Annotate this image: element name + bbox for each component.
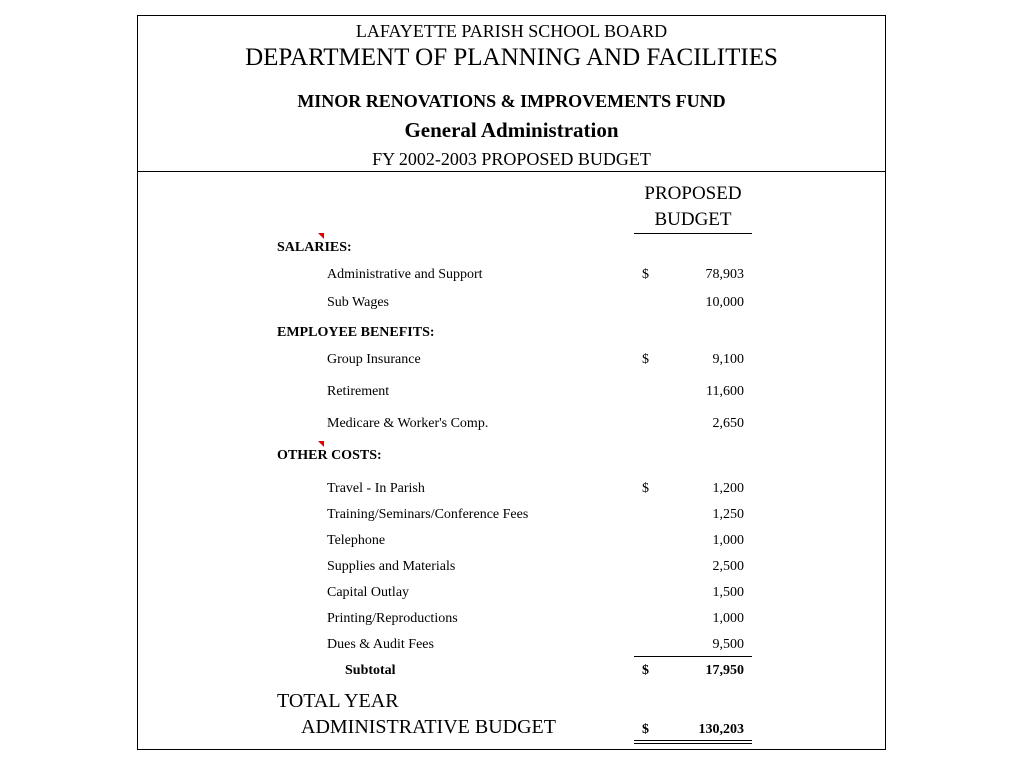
- total-amount: 130,203: [698, 722, 744, 737]
- line-item-label: Administrative and Support: [327, 267, 483, 282]
- line-item-amount: 1,000: [712, 533, 744, 548]
- dollar-sign: $: [642, 267, 649, 282]
- line-item-label: Supplies and Materials: [327, 559, 456, 574]
- line-item-label: Travel - In Parish: [327, 481, 425, 496]
- dollar-sign: $: [642, 663, 649, 678]
- line-item-amount: 9,500: [712, 637, 744, 652]
- line-item-amount: 1,000: [712, 611, 744, 626]
- subtotal-amount: 17,950: [705, 663, 744, 678]
- line-item-label: Group Insurance: [327, 352, 421, 367]
- line-item-amount: 2,500: [712, 559, 744, 574]
- line-item-label: Telephone: [327, 533, 386, 548]
- column-header-underline: [634, 233, 752, 234]
- section-title-benefits: EMPLOYEE BENEFITS:: [277, 325, 435, 340]
- subtotal-rule: [634, 656, 752, 657]
- line-item-amount: 1,250: [712, 507, 744, 522]
- budget-title: FY 2002-2003 PROPOSED BUDGET: [372, 149, 651, 169]
- comment-marker-icon[interactable]: [318, 233, 324, 239]
- line-item-label: Capital Outlay: [327, 585, 410, 600]
- column-header-line1: PROPOSED: [644, 183, 742, 204]
- fund-name: MINOR RENOVATIONS & IMPROVEMENTS FUND: [297, 91, 726, 111]
- line-item-amount: 11,600: [706, 384, 744, 399]
- comment-marker-icon[interactable]: [318, 441, 324, 447]
- line-item-label: Training/Seminars/Conference Fees: [327, 507, 529, 522]
- department-name: DEPARTMENT OF PLANNING AND FACILITIES: [245, 44, 778, 71]
- budget-sheet: [137, 15, 886, 750]
- line-item-label: Dues & Audit Fees: [327, 637, 434, 652]
- board-name: LAFAYETTE PARISH SCHOOL BOARD: [355, 21, 668, 41]
- division-name: General Administration: [404, 118, 619, 142]
- dollar-sign: $: [642, 722, 649, 737]
- dollar-sign: $: [642, 352, 649, 367]
- total-label-line1: TOTAL YEAR: [277, 690, 399, 712]
- section-title-salaries: SALARIES:: [277, 240, 352, 255]
- line-item-amount: 1,200: [712, 481, 744, 496]
- line-item-label: Sub Wages: [327, 295, 390, 310]
- dollar-sign: $: [642, 481, 649, 496]
- line-item-amount: 9,100: [712, 352, 744, 367]
- line-item-label: Retirement: [327, 384, 390, 399]
- line-item-amount: 78,903: [705, 267, 744, 282]
- line-item-amount: 2,650: [712, 416, 744, 431]
- header-divider: [138, 171, 885, 172]
- total-label-line2: ADMINISTRATIVE BUDGET: [301, 716, 556, 738]
- section-title-other-costs: OTHER COSTS:: [277, 448, 382, 463]
- line-item-label: Printing/Reproductions: [327, 611, 458, 626]
- column-header-line2: BUDGET: [654, 209, 732, 230]
- line-item-amount: 10,000: [705, 295, 744, 310]
- line-item-amount: 1,500: [712, 585, 744, 600]
- line-item-label: Medicare & Worker's Comp.: [327, 416, 489, 431]
- total-double-rule-top: [634, 740, 752, 741]
- total-double-rule-bottom: [634, 743, 752, 744]
- subtotal-label: Subtotal: [345, 663, 396, 678]
